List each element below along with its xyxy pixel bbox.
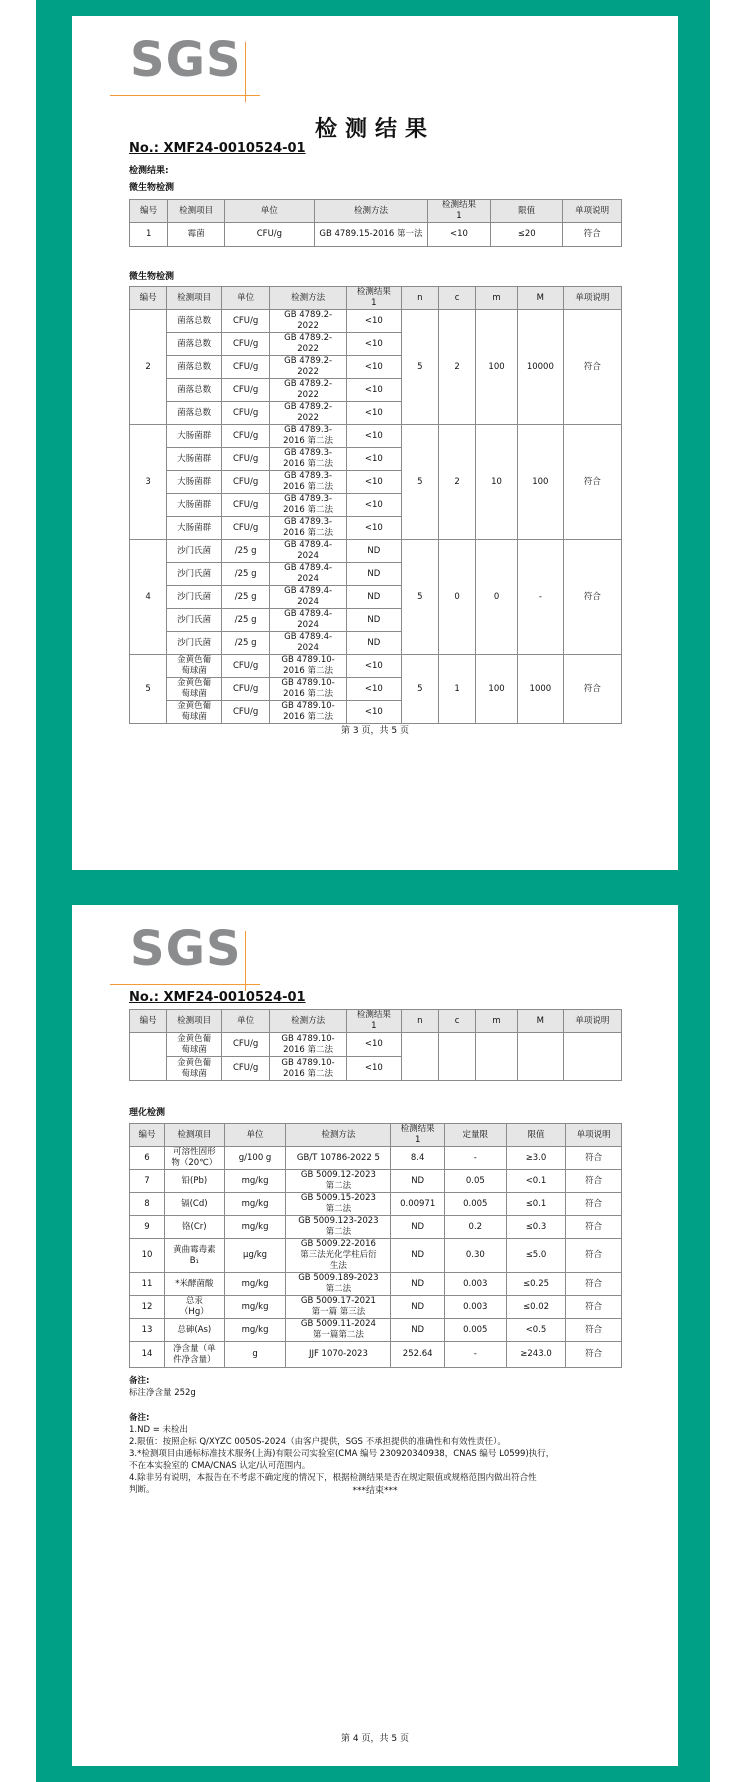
table-cell: mg/kg: [224, 1216, 286, 1239]
table-cell: ND: [346, 609, 401, 632]
table-cell: 7: [130, 1170, 165, 1193]
table-cell: GB 4789.3- 2016 第二法: [270, 517, 347, 540]
item-number: 5: [130, 655, 167, 724]
group-m-cell: 0: [476, 540, 518, 655]
table-cell: 大肠菌群: [167, 517, 222, 540]
table-cell: 252.64: [391, 1342, 445, 1368]
table-cell: 符合: [566, 1239, 622, 1273]
table-cell: <10: [346, 402, 401, 425]
column-header: 检测结果 1: [346, 287, 401, 310]
table-row: [130, 1319, 622, 1342]
section-label-microbiology-2: 微生物检测: [129, 272, 175, 282]
table-cell: 铅(Pb): [164, 1170, 224, 1193]
microbiology-table-1: [129, 199, 622, 247]
report-number: No.: XMF24-0010524-01: [129, 990, 306, 1005]
group-m-cell: 10: [476, 425, 518, 540]
table-cell: mg/kg: [224, 1273, 286, 1296]
page-title: 检测结果: [314, 117, 435, 142]
column-header: 定量限: [444, 1124, 506, 1147]
table-cell: 10: [130, 1239, 165, 1273]
group-c-cell: 1: [438, 655, 475, 724]
column-header: m: [476, 287, 518, 310]
table-cell: GB 4789.4- 2024: [270, 563, 347, 586]
physicochemical-table: [129, 1123, 622, 1368]
table-cell: GB 4789.4- 2024: [270, 586, 347, 609]
table-cell: ND: [391, 1216, 445, 1239]
table-cell: CFU/g: [222, 356, 270, 379]
group-m-cell: 100: [476, 310, 518, 425]
table-cell: GB 5009.189-2023 第二法: [286, 1273, 391, 1296]
table-cell: GB 5009.11-2024 第一篇第二法: [286, 1319, 391, 1342]
table-cell: CFU/g: [222, 1057, 270, 1081]
column-header: m: [476, 1010, 518, 1033]
table-cell: /25 g: [222, 540, 270, 563]
section-label-physicochemical: 理化检测: [129, 1108, 166, 1118]
table-cell: ND: [346, 632, 401, 655]
table-cell: GB 4789.2- 2022: [270, 333, 347, 356]
table-cell: 9: [130, 1216, 165, 1239]
group-m-cell: 1000: [517, 655, 563, 724]
group-m-cell: 100: [476, 655, 518, 724]
remark-line: 4.除非另有说明，本报告在不考虑不确定度的情况下，根据检测结果是否在规定限值或规格范围内做出符合性 判断。: [129, 1473, 537, 1495]
table-row: [130, 425, 622, 448]
table-cell: 12: [130, 1296, 165, 1319]
group-m-cell: 10000: [517, 310, 563, 425]
table-cell: GB 4789.10- 2016 第二法: [270, 655, 347, 678]
table-cell: 大肠菌群: [167, 448, 222, 471]
table-row: [130, 310, 622, 333]
table-cell: <10: [346, 379, 401, 402]
table-cell: 14: [130, 1342, 165, 1368]
column-header: 编号: [130, 200, 168, 223]
table-cell: 符合: [566, 1296, 622, 1319]
column-header: M: [517, 287, 563, 310]
table-cell: 沙门氏菌: [167, 540, 222, 563]
remark-title: 备注:: [129, 1376, 150, 1386]
table-cell: CFU/g: [222, 379, 270, 402]
column-header: M: [517, 1010, 563, 1033]
table-row: [130, 1170, 622, 1193]
empty-cell: [438, 1033, 475, 1081]
table-cell: GB 4789.2- 2022: [270, 356, 347, 379]
table-cell: ND: [346, 563, 401, 586]
item-number: 2: [130, 310, 167, 425]
table-row: [130, 1342, 622, 1368]
table-cell: 黄曲霉毒素 B₁: [164, 1239, 224, 1273]
report-number: No.: XMF24-0010524-01: [129, 141, 306, 156]
table-cell: 符合: [566, 1193, 622, 1216]
table-cell: CFU/g: [222, 678, 270, 701]
column-header: 限值: [506, 1124, 566, 1147]
table-cell: 0.30: [444, 1239, 506, 1273]
group-n-cell: 5: [401, 425, 438, 540]
table-cell: 符合: [566, 1319, 622, 1342]
sgs-logo-text: SGS: [130, 32, 242, 88]
table-cell: 沙门氏菌: [167, 632, 222, 655]
remark-block-1: [129, 1375, 629, 1399]
column-header: 单位: [222, 287, 270, 310]
results-label: 检测结果:: [129, 166, 169, 176]
table-cell: 大肠菌群: [167, 494, 222, 517]
table-cell: 铬(Cr): [164, 1216, 224, 1239]
column-header: 编号: [130, 1010, 167, 1033]
column-header: c: [438, 1010, 475, 1033]
table-cell: 0.003: [444, 1273, 506, 1296]
table-cell: 金黄色葡 萄球菌: [167, 701, 222, 724]
table-cell: *米酵菌酸: [164, 1273, 224, 1296]
table-cell: 金黄色葡 萄球菌: [167, 655, 222, 678]
remark-line: 2.限值：按照企标 Q/XYZC 0050S-2024（由客户提供，SGS 不承担提供的准确性和有效性责任）。: [129, 1437, 506, 1447]
column-header: 编号: [130, 287, 167, 310]
table-cell: 0.003: [444, 1296, 506, 1319]
column-header: n: [401, 1010, 438, 1033]
sgs-logo: [130, 32, 260, 90]
table-cell: 净含量（单 件净含量）: [164, 1342, 224, 1368]
table-row: [130, 1216, 622, 1239]
table-cell: CFU/g: [222, 310, 270, 333]
table-cell: 8.4: [391, 1147, 445, 1170]
table-cell: -: [444, 1147, 506, 1170]
group-n-cell: 5: [401, 540, 438, 655]
remark-line: 1.ND = 未检出: [129, 1425, 189, 1435]
table-cell: ≥3.0: [506, 1147, 566, 1170]
group-n-cell: 5: [401, 310, 438, 425]
table-cell: 符合: [566, 1342, 622, 1368]
group-verdict-cell: 符合: [563, 540, 621, 655]
table-cell: 总汞 （Hg）: [164, 1296, 224, 1319]
table-cell: g/100 g: [224, 1147, 286, 1170]
report-page-4: [72, 905, 678, 1766]
column-header: 检测方法: [286, 1124, 391, 1147]
table-cell: <10: [346, 701, 401, 724]
table-cell: <10: [427, 223, 490, 247]
table-cell: ND: [346, 586, 401, 609]
empty-cell: [476, 1033, 518, 1081]
table-cell: 沙门氏菌: [167, 609, 222, 632]
table-cell: <10: [346, 333, 401, 356]
table-cell: <10: [346, 678, 401, 701]
table-cell: ND: [391, 1170, 445, 1193]
item-number: 4: [130, 540, 167, 655]
sgs-logo-text: SGS: [130, 921, 242, 977]
table-header-row: [130, 200, 622, 223]
table-cell: GB 4789.2- 2022: [270, 402, 347, 425]
column-header: 检测方法: [270, 287, 347, 310]
column-header: n: [401, 287, 438, 310]
table-cell: 菌落总数: [167, 379, 222, 402]
sgs-logo: [130, 921, 260, 979]
column-header: c: [438, 287, 475, 310]
table-cell: 0.005: [444, 1193, 506, 1216]
table-cell: 符合: [566, 1147, 622, 1170]
table-cell: /25 g: [222, 586, 270, 609]
page-footer: 第 4 页，共 5 页: [341, 1734, 409, 1744]
column-header: 单项说明: [566, 1124, 622, 1147]
table-row: [130, 540, 622, 563]
table-cell: GB 5009.123-2023 第二法: [286, 1216, 391, 1239]
table-header-row: [130, 1010, 622, 1033]
table-cell: <10: [346, 1033, 401, 1057]
table-cell: GB 4789.3- 2016 第二法: [270, 494, 347, 517]
table-cell: <10: [346, 517, 401, 540]
table-cell: mg/kg: [224, 1319, 286, 1342]
table-cell: ≥243.0: [506, 1342, 566, 1368]
column-header: 检测结果 1: [391, 1124, 445, 1147]
table-cell: 符合: [566, 1273, 622, 1296]
group-c-cell: 0: [438, 540, 475, 655]
group-c-cell: 2: [438, 310, 475, 425]
empty-cell: [563, 1033, 621, 1081]
table-cell: <10: [346, 448, 401, 471]
column-header: 检测结果 1: [346, 1010, 401, 1033]
table-row: [130, 1147, 622, 1170]
table-cell: JJF 1070-2023: [286, 1342, 391, 1368]
table-cell: ≤5.0: [506, 1239, 566, 1273]
microbiology-table-2: [129, 286, 622, 724]
table-cell: 符合: [563, 223, 622, 247]
table-cell: GB 5009.17-2021 第一篇 第三法: [286, 1296, 391, 1319]
table-cell: 镉(Cd): [164, 1193, 224, 1216]
remark-text: 标注净含量 252g: [129, 1388, 196, 1398]
table-cell: 符合: [566, 1170, 622, 1193]
column-header: 单项说明: [563, 1010, 621, 1033]
table-cell: ≤0.02: [506, 1296, 566, 1319]
group-verdict-cell: 符合: [563, 655, 621, 724]
table-cell: 霉菌: [168, 223, 224, 247]
group-verdict-cell: 符合: [563, 310, 621, 425]
table-cell: 金黄色葡 萄球菌: [167, 678, 222, 701]
table-cell: ND: [346, 540, 401, 563]
item-number: [130, 1033, 167, 1081]
table-cell: GB 5009.12-2023 第二法: [286, 1170, 391, 1193]
empty-cell: [401, 1033, 438, 1081]
table-cell: 0.00971: [391, 1193, 445, 1216]
table-cell: 菌落总数: [167, 402, 222, 425]
remark-title-2: 备注:: [129, 1413, 150, 1423]
section-label-microbiology: 微生物检测: [129, 183, 175, 193]
table-cell: 1: [130, 223, 168, 247]
table-row: [130, 1296, 622, 1319]
table-cell: CFU/g: [222, 448, 270, 471]
table-cell: 大肠菌群: [167, 425, 222, 448]
microbiology-table-continued: [129, 1009, 622, 1081]
table-cell: 0.05: [444, 1170, 506, 1193]
table-cell: ≤0.25: [506, 1273, 566, 1296]
table-cell: CFU/g: [222, 1033, 270, 1057]
group-m-cell: -: [517, 540, 563, 655]
table-row: [130, 1273, 622, 1296]
table-cell: GB 4789.2- 2022: [270, 379, 347, 402]
table-cell: mg/kg: [224, 1193, 286, 1216]
table-cell: ND: [391, 1273, 445, 1296]
table-cell: GB 4789.4- 2024: [270, 540, 347, 563]
table-cell: 11: [130, 1273, 165, 1296]
table-cell: ≤0.3: [506, 1216, 566, 1239]
table-cell: 8: [130, 1193, 165, 1216]
column-header: 检测结果 1: [427, 200, 490, 223]
column-header: 检测方法: [315, 200, 428, 223]
table-cell: <10: [346, 425, 401, 448]
table-cell: GB 4789.10- 2016 第二法: [270, 701, 347, 724]
table-cell: 13: [130, 1319, 165, 1342]
table-cell: <10: [346, 655, 401, 678]
table-cell: 总砷(As): [164, 1319, 224, 1342]
table-cell: 可溶性固形 物（20℃）: [164, 1147, 224, 1170]
table-cell: 符合: [566, 1216, 622, 1239]
empty-cell: [517, 1033, 563, 1081]
table-cell: GB 4789.15-2016 第一法: [315, 223, 428, 247]
table-cell: ≤0.1: [506, 1193, 566, 1216]
end-mark: ***结束***: [352, 1486, 398, 1496]
table-cell: mg/kg: [224, 1296, 286, 1319]
table-cell: GB 4789.3- 2016 第二法: [270, 448, 347, 471]
group-m-cell: 100: [517, 425, 563, 540]
table-row: [130, 1193, 622, 1216]
column-header: 单位: [224, 200, 314, 223]
table-cell: CFU/g: [222, 517, 270, 540]
column-header: 检测方法: [270, 1010, 347, 1033]
table-cell: <10: [346, 310, 401, 333]
table-cell: <0.5: [506, 1319, 566, 1342]
column-header: 单位: [222, 1010, 270, 1033]
report-page-3: [72, 16, 678, 870]
table-cell: 菌落总数: [167, 333, 222, 356]
column-header: 检测项目: [164, 1124, 224, 1147]
table-cell: GB 5009.22-2016 第三法光化学柱后衍 生法: [286, 1239, 391, 1273]
table-row: [130, 1033, 622, 1057]
table-cell: <10: [346, 471, 401, 494]
column-header: 编号: [130, 1124, 165, 1147]
table-cell: GB 5009.15-2023 第二法: [286, 1193, 391, 1216]
column-header: 检测项目: [168, 200, 224, 223]
column-header: 检测项目: [167, 1010, 222, 1033]
table-cell: <10: [346, 494, 401, 517]
column-header: 单项说明: [563, 287, 621, 310]
table-header-row: [130, 287, 622, 310]
table-cell: 0.2: [444, 1216, 506, 1239]
table-cell: μg/kg: [224, 1239, 286, 1273]
table-cell: CFU/g: [222, 425, 270, 448]
remark-line: 3.*检测项目由通标标准技术服务(上海)有限公司实验室(CMA 编号 230920340938，CNAS 编号 L0599)执行， 不在本实验室的 CMA/CNAS 认定/认可范围内。: [129, 1449, 555, 1471]
table-cell: CFU/g: [222, 494, 270, 517]
group-verdict-cell: 符合: [563, 425, 621, 540]
table-cell: 0.005: [444, 1319, 506, 1342]
table-cell: CFU/g: [222, 471, 270, 494]
table-cell: GB 4789.4- 2024: [270, 609, 347, 632]
page-footer: 第 3 页，共 5 页: [341, 726, 409, 736]
table-cell: ND: [391, 1319, 445, 1342]
table-cell: CFU/g: [224, 223, 314, 247]
table-cell: -: [444, 1342, 506, 1368]
table-cell: GB 4789.3- 2016 第二法: [270, 425, 347, 448]
table-cell: <10: [346, 1057, 401, 1081]
table-cell: ND: [391, 1296, 445, 1319]
group-n-cell: 5: [401, 655, 438, 724]
table-cell: CFU/g: [222, 333, 270, 356]
table-cell: mg/kg: [224, 1170, 286, 1193]
table-cell: GB 4789.10- 2016 第二法: [270, 678, 347, 701]
table-cell: 沙门氏菌: [167, 586, 222, 609]
column-header: 限值: [491, 200, 563, 223]
table-cell: GB 4789.3- 2016 第二法: [270, 471, 347, 494]
table-cell: g: [224, 1342, 286, 1368]
table-cell: <10: [346, 356, 401, 379]
table-cell: 沙门氏菌: [167, 563, 222, 586]
column-header: 检测项目: [167, 287, 222, 310]
table-cell: ≤20: [491, 223, 563, 247]
table-cell: <0.1: [506, 1170, 566, 1193]
column-header: 单项说明: [563, 200, 622, 223]
table-row: [130, 223, 622, 247]
table-cell: /25 g: [222, 563, 270, 586]
table-cell: GB 4789.10- 2016 第二法: [270, 1057, 347, 1081]
table-cell: GB 4789.4- 2024: [270, 632, 347, 655]
column-header: 单位: [224, 1124, 286, 1147]
table-cell: 金黄色葡 萄球菌: [167, 1057, 222, 1081]
table-cell: CFU/g: [222, 402, 270, 425]
table-cell: ND: [391, 1239, 445, 1273]
table-cell: 6: [130, 1147, 165, 1170]
table-cell: /25 g: [222, 609, 270, 632]
table-cell: 金黄色葡 萄球菌: [167, 1033, 222, 1057]
group-c-cell: 2: [438, 425, 475, 540]
table-cell: 菌落总数: [167, 356, 222, 379]
table-cell: GB 4789.10- 2016 第二法: [270, 1033, 347, 1057]
table-header-row: [130, 1124, 622, 1147]
item-number: 3: [130, 425, 167, 540]
table-cell: GB/T 10786-2022 5: [286, 1147, 391, 1170]
table-cell: 菌落总数: [167, 310, 222, 333]
table-cell: CFU/g: [222, 655, 270, 678]
table-row: [130, 655, 622, 678]
table-cell: GB 4789.2- 2022: [270, 310, 347, 333]
table-row: [130, 1239, 622, 1273]
table-cell: /25 g: [222, 632, 270, 655]
table-cell: CFU/g: [222, 701, 270, 724]
table-cell: 大肠菌群: [167, 471, 222, 494]
